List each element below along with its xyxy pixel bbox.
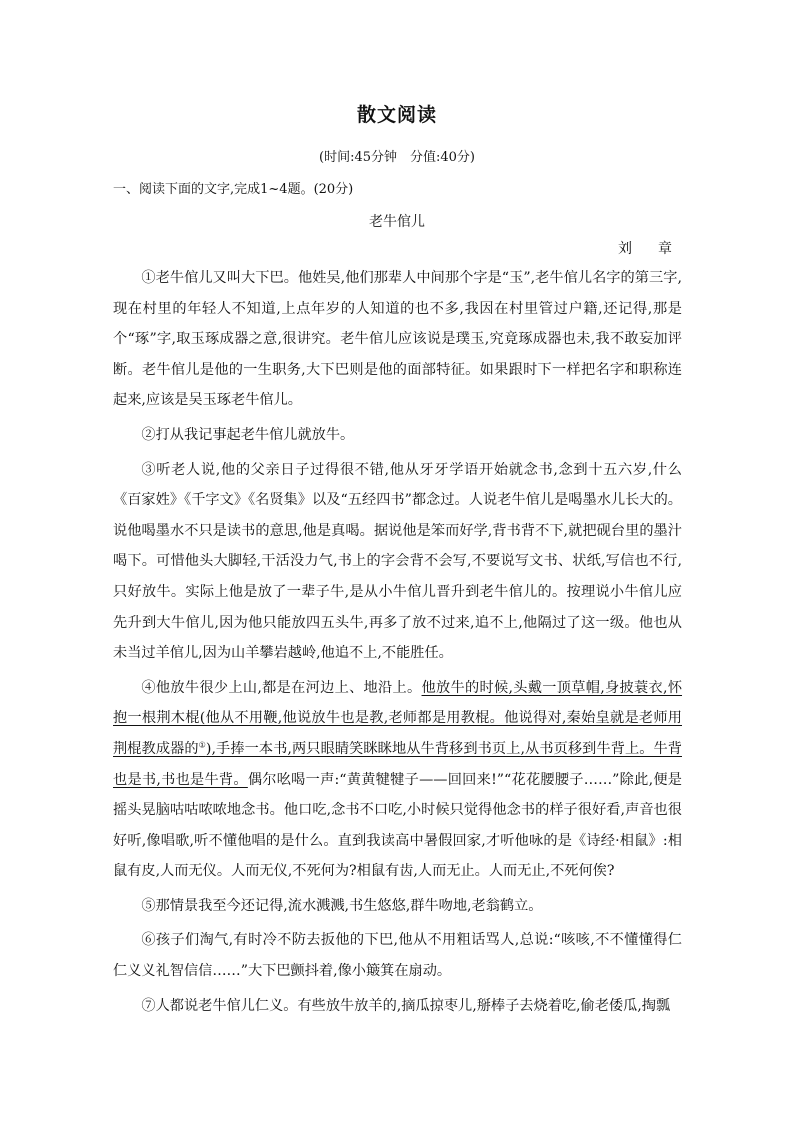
question-instruction: 一、阅读下面的文字,完成1~4题。(20分) bbox=[113, 182, 354, 197]
footnote-marker: ① bbox=[198, 740, 206, 750]
paragraph-6: ⑥孩子们淘气,有时冷不防去扳他的下巴,他从不用粗话骂人,总说:“咳咳,不不懂懂得仁仁义义礼智信信……”大下巴颤抖着,像小簸箕在扇动。 bbox=[113, 932, 682, 980]
essay-title: 老牛倌儿 bbox=[369, 214, 425, 230]
paragraph-4 bbox=[113, 673, 682, 887]
paragraph-4-rest: 偶尔吆喝一声:“黄黄犍犍子——回回来!”“花花腰腰子……”除此,便是摇头晃脑咕咕哝哝地念书。他口吃,念书不口吃,小时候只觉得他念书的样子很好看,声音也很好听,像唱歌,听不懂他唱的是什么。直到我读高中暑假回家,才听他咏的是《诗经·相鼠》:相鼠有皮,人而无仪。人而无仪,不死何为?相鼠有齿,人而无止。人而无止,不死何俟? bbox=[113, 771, 682, 880]
time-score-info: (时间:45分钟 分值:40分) bbox=[319, 150, 475, 165]
paragraph-3: ③听老人说,他的父亲日子过得很不错,他从牙牙学语开始就念书,念到十五六岁,什么《百家姓》《千字文》《名贤集》以及“五经四书”都念过。人说老牛倌儿是喝墨水儿长大的。说他喝墨水不只是读书的意思,他是真喝。据说他是笨而好学,背书背不下,就把砚台里的墨汁喝下。可惜他头大脚轻,干活没力气,书上的字会背不会写,不要说写文书、状纸,写信也不行,只好放牛。实际上他是放了一辈子牛,是从小牛倌儿晋升到老牛倌儿的。按理说小牛倌儿应先升到大牛倌儿,因为他只能放四五头牛,再多了放不过来,追不上,他隔过了这一级。他也从未当过羊倌儿,因为山羊攀岩越岭,他追不上,不能胜任。 bbox=[113, 461, 682, 662]
paragraph-4-intro: ④他放牛很少上山,都是在河边上、地沿上。 bbox=[141, 679, 422, 696]
paragraph-1: ①老牛倌儿又叫大下巴。他姓吴,他们那辈人中间那个字是“玉”,老牛倌儿名字的第三字,现在村里的年轻人不知道,上点年岁的人知道的也不多,我因在村里管过户籍,还记得,那是个“琢”字,取玉琢成器之意,很讲究。老牛倌儿应该说是璞玉,究竟琢成器也未,我不敢妄加评断。老牛倌儿是他的一生职务,大下巴则是他的面部特征。如果跟时下一样把名字和职称连起来,应该是吴玉琢老牛倌儿。 bbox=[113, 270, 682, 409]
underlined-passage-part-1: 他放牛的时候,头戴一顶草帽,身披蓑衣,怀抱一根荆木棍(他从不用鞭,他说放牛也是教,老师都是用教棍。他说得对,秦始皇就是老师用荆棍教成器的 bbox=[113, 679, 683, 757]
paragraph-7: ⑦人都说老牛倌儿仁义。有些放牛放羊的,摘瓜掠枣儿,掰棒子去烧着吃,偷老倭瓜,掏瓢 bbox=[141, 997, 671, 1014]
essay-body bbox=[113, 263, 682, 1025]
paragraph-5: ⑤那情景我至今还记得,流水溅溅,书生悠悠,群牛吻地,老翁鹤立。 bbox=[141, 897, 543, 914]
essay-author: 刘 章 bbox=[618, 241, 678, 257]
paragraph-2: ②打从我记事起老牛倌儿就放牛。 bbox=[141, 426, 355, 443]
underlined-passage-part-2: ),手捧一本书,两只眼睛笑眯眯地从牛背移到书页上,从书页移到牛背上。牛背也是书,书也是牛背。 bbox=[113, 740, 682, 788]
page-title: 散文阅读 bbox=[356, 104, 437, 126]
